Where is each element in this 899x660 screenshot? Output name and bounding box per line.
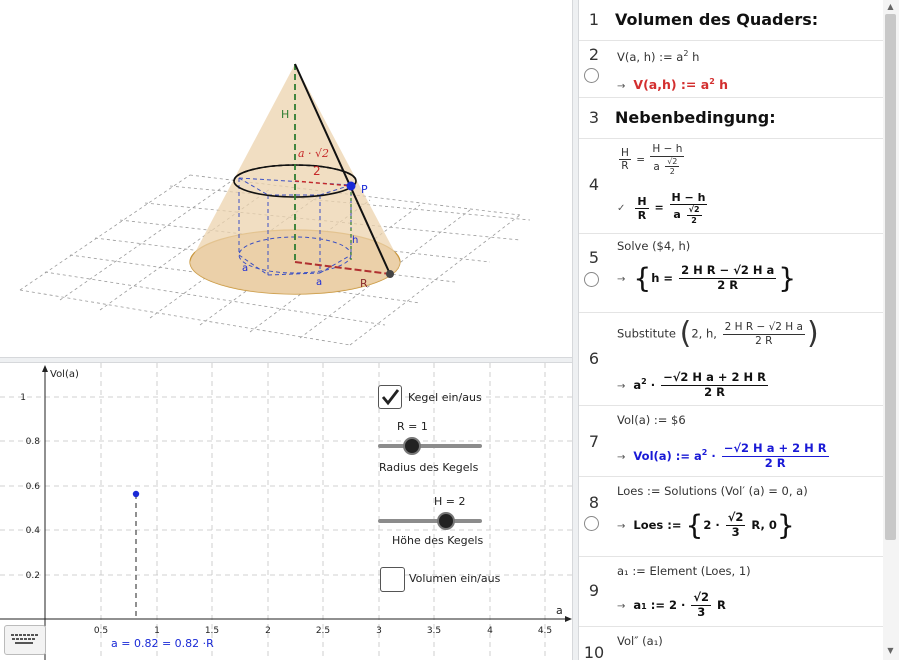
point-caption: a = 0.82 = 0.82 ·R xyxy=(111,637,214,650)
checkmark-icon xyxy=(379,386,401,408)
row-number: 4 xyxy=(588,175,600,194)
cas-row-3[interactable] xyxy=(579,98,883,139)
cas-output: → Vol(a) := $a^2$ · $\frac{\text{−√2 H a + 2 H R}}{2 R}$ xyxy=(617,441,827,470)
slider-H-knob[interactable] xyxy=(437,512,455,530)
cas-row-1[interactable] xyxy=(579,0,883,41)
graphics-3d-view[interactable] xyxy=(0,0,572,357)
label-h: h xyxy=(352,235,359,246)
cas-heading: Nebenbedingung: xyxy=(615,108,776,127)
x-tick-2: 2 xyxy=(265,626,271,636)
cas-view[interactable] xyxy=(579,0,883,660)
cone-toggle-checkbox[interactable] xyxy=(378,385,402,409)
y-tick-0.8: 0.8 xyxy=(25,437,40,447)
scroll-up-icon[interactable]: ▲ xyxy=(887,2,894,11)
slider-R-track[interactable] xyxy=(378,444,482,448)
show-in-graphics-toggle[interactable] xyxy=(584,272,599,287)
label-R: R xyxy=(360,277,368,290)
grid-2d xyxy=(0,363,572,660)
graphics-2d-view[interactable] xyxy=(0,363,572,660)
cas-input[interactable]: Vol″ (a₁) xyxy=(617,634,663,648)
label-P: P xyxy=(361,183,368,196)
x-tick-3: 3 xyxy=(376,626,382,636)
scroll-down-icon[interactable]: ▼ xyxy=(887,646,894,655)
label-H: H xyxy=(281,108,290,121)
x-tick-0.5: 0.5 xyxy=(93,626,109,636)
cas-input[interactable]: V(a, h) := $a^2$ h xyxy=(617,49,700,64)
cas-input[interactable]: a₁ := Element (Loes, 1) xyxy=(617,564,751,578)
cas-row-10[interactable] xyxy=(579,627,883,660)
cas-row-2[interactable] xyxy=(579,41,883,98)
slider-H-caption: Höhe des Kegels xyxy=(392,534,484,547)
cas-output: → V(a,h) := $a^2$ h xyxy=(617,77,729,93)
cas-output: → $a^2$ · $\frac{\text{−√2 H a + 2 H R}}{2 R}$ xyxy=(617,370,766,399)
cas-input[interactable]: $\frac{H}{R}$ = H − h a $\frac{√2}{2}$ xyxy=(621,143,683,177)
y-tick-0.4: 0.4 xyxy=(25,526,40,536)
label-a-left: a xyxy=(242,263,249,274)
graph-2d xyxy=(0,363,572,660)
keyboard-icon xyxy=(5,626,45,654)
slider-R-knob[interactable] xyxy=(403,437,421,455)
label-a-front: a xyxy=(316,277,323,288)
row-number: 5 xyxy=(588,248,600,267)
x-tick-2.5: 2.5 xyxy=(315,626,331,636)
cas-output: → a1 := 2 · $\frac{√2}{3}$ R xyxy=(617,590,726,619)
x-tick-3.5: 3.5 xyxy=(426,626,442,636)
cas-row-5[interactable] xyxy=(579,234,883,313)
row-number: 8 xyxy=(588,493,600,512)
slider-H-value: H = 2 xyxy=(434,495,466,508)
cone-3d-scene xyxy=(0,0,572,357)
volume-toggle-checkbox[interactable] xyxy=(380,567,405,592)
cas-row-8[interactable] xyxy=(579,477,883,557)
row-number: 1 xyxy=(588,10,600,29)
cas-input[interactable]: Vol(a) := $6 xyxy=(617,413,686,427)
cas-row-6[interactable] xyxy=(579,313,883,406)
row-number: 6 xyxy=(588,349,600,368)
label-a-sqrt2: a · √2 xyxy=(298,147,330,160)
point-P[interactable] xyxy=(347,182,356,191)
label-2: 2 xyxy=(313,164,321,178)
row-number: 10 xyxy=(583,643,605,660)
vol-point[interactable] xyxy=(133,491,139,497)
row-number: 7 xyxy=(588,432,600,451)
cas-input[interactable]: Solve ($4, h) xyxy=(617,239,691,253)
cas-output: ✓ $\frac{H}{R}$ = H − h a $\frac{√2}{2}$ xyxy=(617,191,706,225)
slider-H-track[interactable] xyxy=(378,519,482,523)
cas-scrollbar-thumb[interactable] xyxy=(885,14,896,540)
row-number: 3 xyxy=(588,108,600,127)
cas-heading: Volumen des Quaders: xyxy=(615,10,819,29)
y-tick-0.2: 0.2 xyxy=(25,571,40,581)
cas-output: → {h = $\frac{\text{2 H R − √2 H a}}{2 R}$ } xyxy=(617,261,797,295)
row-number: 2 xyxy=(588,45,600,64)
virtual-keyboard-button[interactable] xyxy=(4,625,46,655)
vertical-divider[interactable] xyxy=(572,0,579,660)
y-axis-label: Vol(a) xyxy=(50,369,79,380)
cas-row-9[interactable] xyxy=(579,557,883,627)
cas-input[interactable]: Loes := Solutions (Vol′ (a) = 0, a) xyxy=(617,484,808,498)
row-number: 9 xyxy=(588,581,600,600)
y-tick-1: 1 xyxy=(20,393,26,403)
show-in-graphics-toggle[interactable] xyxy=(584,516,599,531)
x-axis-label: a xyxy=(556,604,563,617)
cas-output: → Loes := {2 · $\frac{√2}{3}$ R, 0} xyxy=(617,508,795,542)
cas-row-7[interactable] xyxy=(579,406,883,477)
y-tick-0.6: 0.6 xyxy=(25,482,40,492)
cas-row-4[interactable] xyxy=(579,139,883,234)
cone-toggle-label: Kegel ein/aus xyxy=(408,391,482,404)
volume-toggle-label: Volumen ein/aus xyxy=(409,572,501,585)
cas-input[interactable]: Substitute (2, h, $\frac{\text{2 H R − √2 H a}}{2 R}$ ) xyxy=(617,316,819,351)
x-tick-4: 4 xyxy=(487,626,493,636)
x-tick-4.5: 4.5 xyxy=(537,626,553,636)
x-tick-1.5: 1.5 xyxy=(204,626,220,636)
x-tick-1: 1 xyxy=(154,626,160,636)
slider-R-caption: Radius des Kegels xyxy=(379,461,479,474)
show-in-graphics-toggle[interactable] xyxy=(584,68,599,83)
point-cone-edge[interactable] xyxy=(386,270,394,278)
slider-R-value: R = 1 xyxy=(397,420,428,433)
